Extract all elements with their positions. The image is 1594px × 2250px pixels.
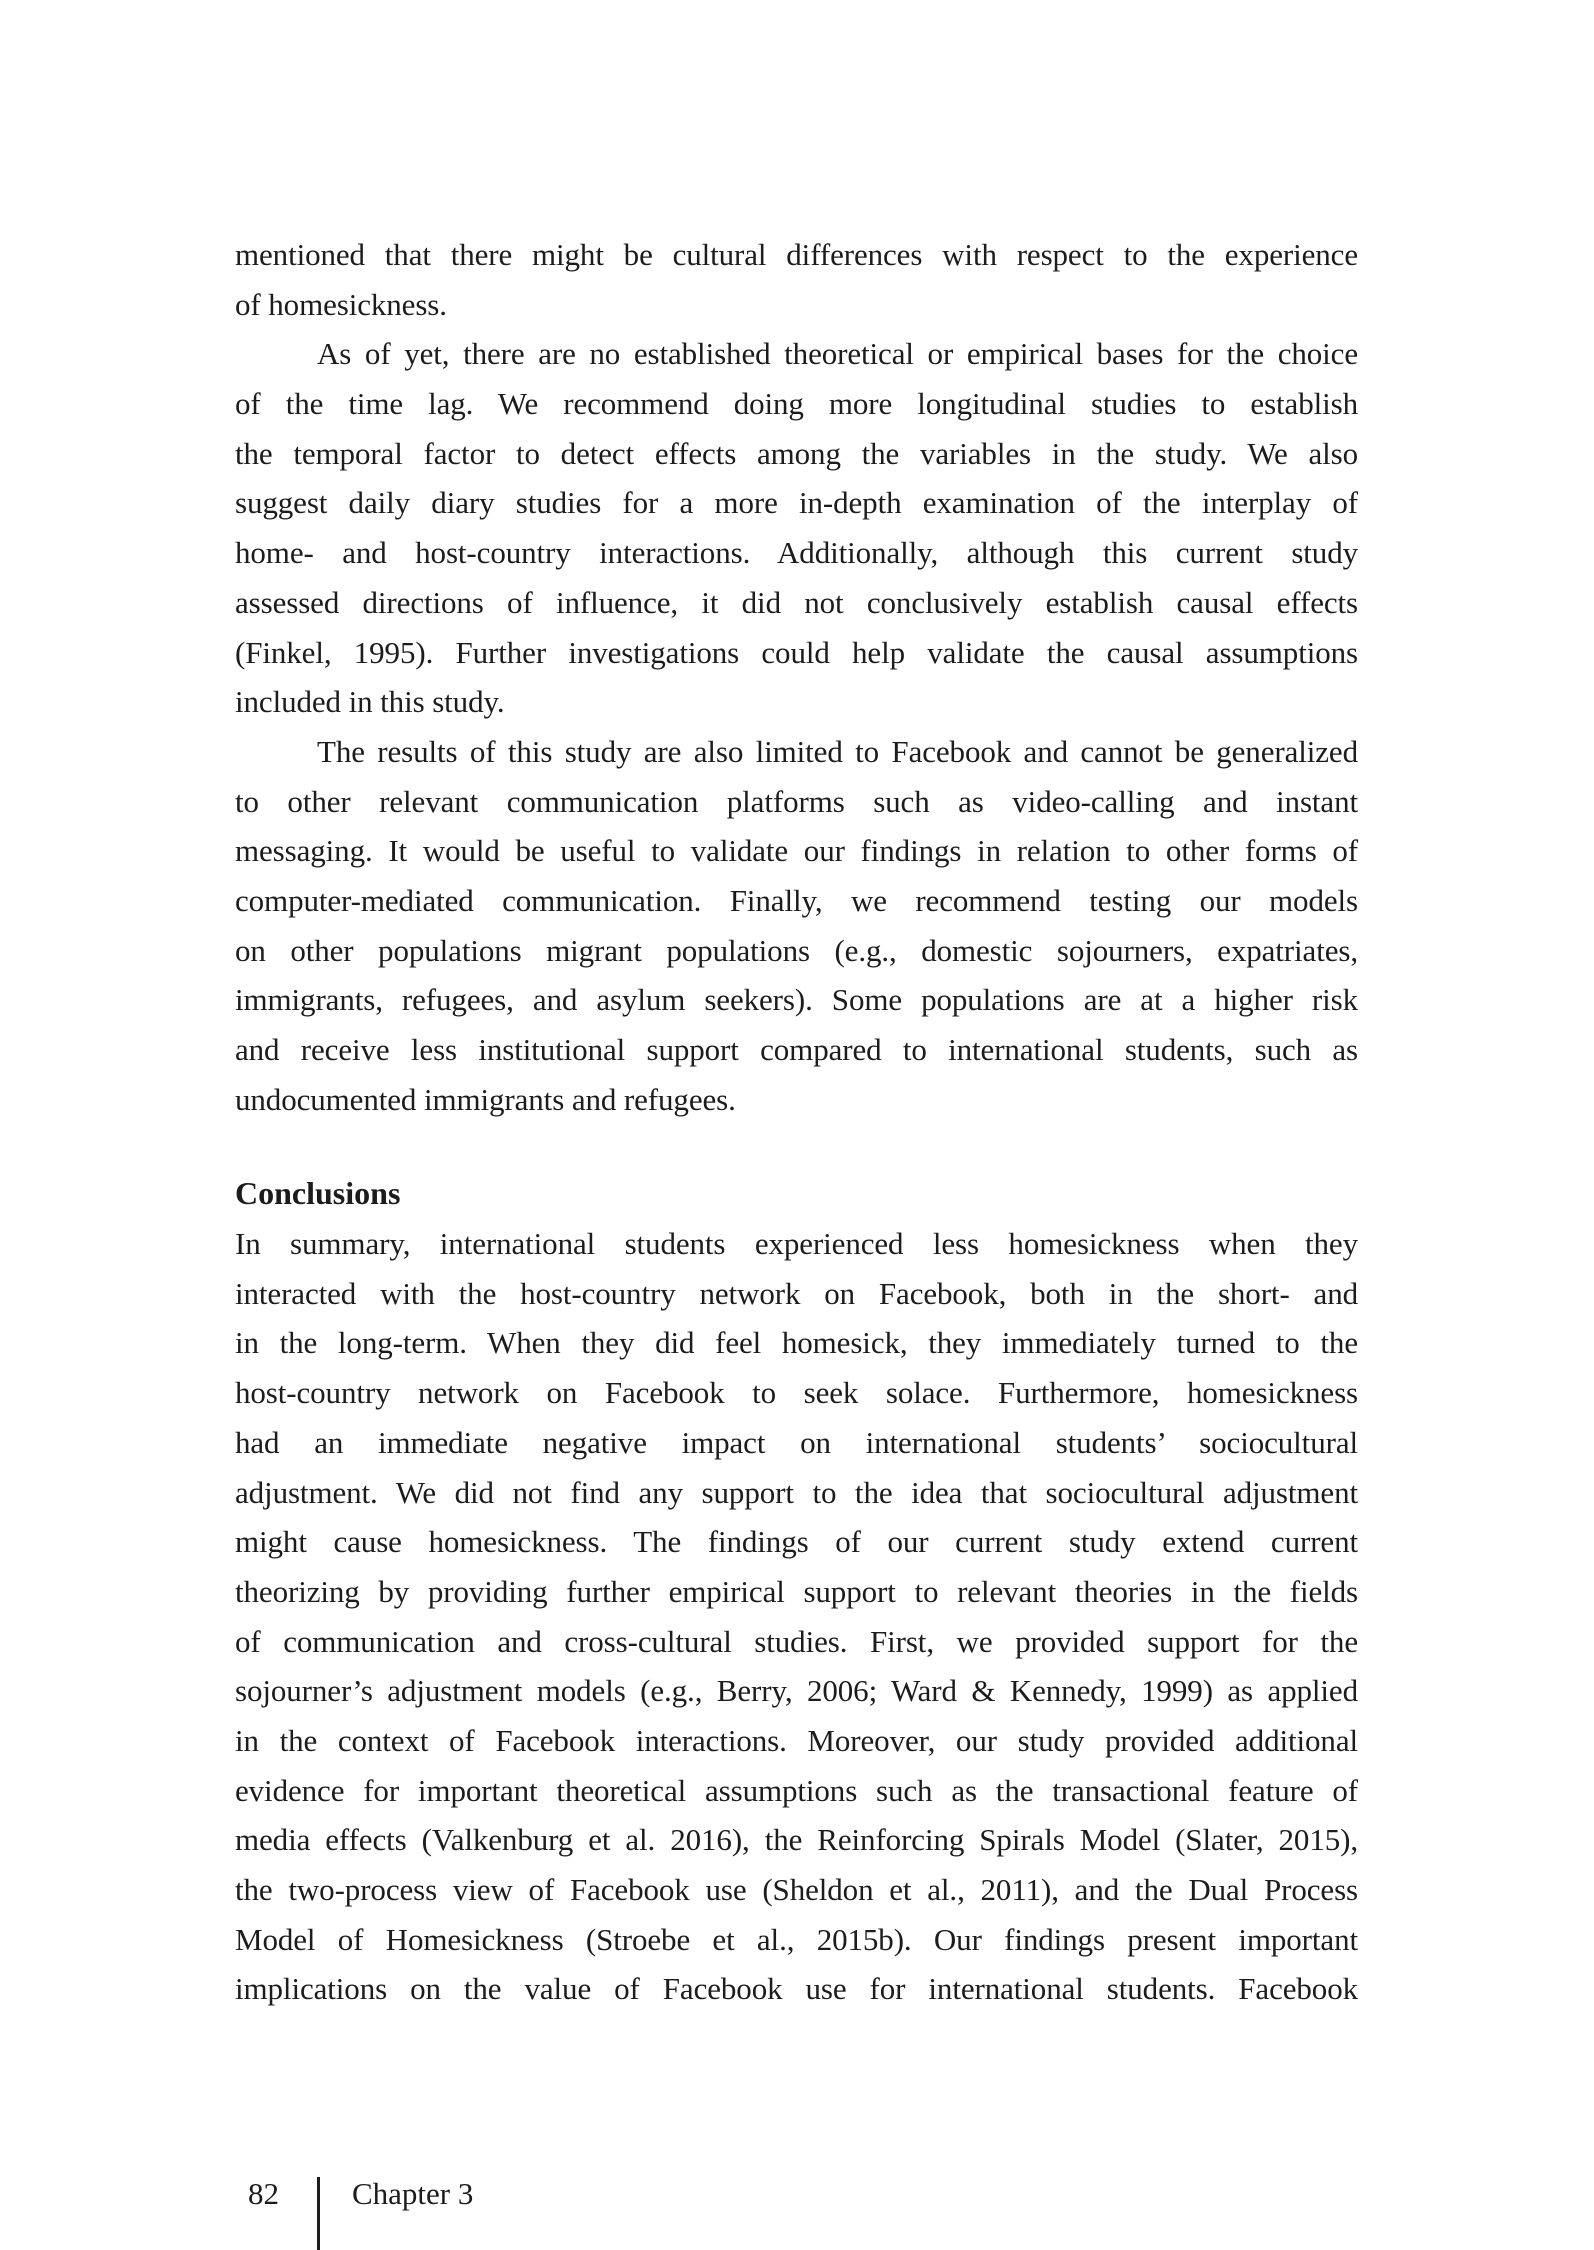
text-line: interacted with the host-country network on Facebook, both in the short- and	[235, 1275, 1358, 1311]
text-line: assessed directions of influence, it did not conclusively establish causal effects	[235, 584, 1358, 620]
text-line: Model of Homesickness (Stroebe et al., 2015b). Our findings present important	[235, 1921, 1358, 1957]
text-line: suggest daily diary studies for a more in-depth examination of the interplay of	[235, 485, 1358, 521]
text-line: of homesickness.	[235, 286, 447, 322]
text-line: included in this study.	[235, 684, 505, 720]
text-line: The results of this study are also limited to Facebook and cannot be generalized	[317, 733, 1358, 769]
text-column	[235, 230, 1358, 2014]
text-line: In summary, international students experienced less homesickness when they	[235, 1226, 1358, 1262]
footer-divider	[317, 2177, 320, 2250]
text-line: implications on the value of Facebook use for international students. Facebook	[235, 1971, 1358, 2007]
paragraph-conclusions	[235, 1219, 1358, 2014]
text-line: in the context of Facebook interactions. Moreover, our study provided additional	[235, 1722, 1358, 1758]
text-line: immigrants, refugees, and asylum seekers). Some populations are at a higher risk	[235, 982, 1358, 1018]
text-line: on other populations migrant populations (e.g., domestic sojourners, expatriates,	[235, 932, 1358, 968]
section-heading-conclusions: Conclusions	[235, 1175, 401, 1212]
text-line: As of yet, there are no established theoretical or empirical bases for the choice	[317, 336, 1358, 372]
text-line: host-country network on Facebook to seek solace. Furthermore, homesickness	[235, 1375, 1358, 1411]
text-line: evidence for important theoretical assumptions such as the transactional feature of	[235, 1772, 1358, 1808]
text-line: theorizing by providing further empirical support to relevant theories in the fields	[235, 1573, 1358, 1609]
text-line: home- and host-country interactions. Additionally, although this current study	[235, 535, 1358, 571]
text-line: sojourner’s adjustment models (e.g., Berry, 2006; Ward & Kennedy, 1999) as applied	[235, 1673, 1358, 1709]
text-line: might cause homesickness. The findings of our current study extend current	[235, 1524, 1358, 1560]
text-line: (Finkel, 1995). Further investigations could help validate the causal assumptions	[235, 634, 1358, 670]
text-line: and receive less institutional support compared to international students, such as	[235, 1032, 1358, 1067]
text-line: in the long-term. When they did feel homesick, they immediately turned to the	[235, 1325, 1358, 1361]
text-line: messaging. It would be useful to validate our findings in relation to other forms of	[235, 833, 1358, 869]
text-line: to other relevant communication platforms such as video-calling and instant	[235, 783, 1358, 819]
text-line: mentioned that there might be cultural differences with respect to the experience	[235, 237, 1358, 272]
text-line: computer-mediated communication. Finally, we recommend testing our models	[235, 882, 1358, 918]
page-number: 82	[248, 2176, 279, 2211]
paragraph-continuation	[235, 230, 1358, 329]
text-line: the temporal factor to detect effects among the variables in the study. We also	[235, 435, 1358, 471]
paragraph-facebook-limits	[235, 727, 1358, 1125]
paragraph-time-lag	[235, 329, 1358, 727]
text-line: the two-process view of Facebook use (Sheldon et al., 2011), and the Dual Process	[235, 1872, 1358, 1907]
text-line: had an immediate negative impact on international students’ sociocultural	[235, 1424, 1358, 1460]
text-line: adjustment. We did not find any support to the idea that sociocultural adjustment	[235, 1474, 1358, 1510]
text-line: of the time lag. We recommend doing more longitudinal studies to establish	[235, 386, 1358, 422]
text-line: media effects (Valkenburg et al. 2016), the Reinforcing Spirals Model (Slater, 2015),	[235, 1822, 1358, 1858]
running-footer-chapter: Chapter 3	[352, 2176, 474, 2211]
text-line: of communication and cross-cultural studies. First, we provided support for the	[235, 1623, 1358, 1659]
text-line: undocumented immigrants and refugees.	[235, 1081, 736, 1117]
section-gap	[235, 1124, 1358, 1169]
